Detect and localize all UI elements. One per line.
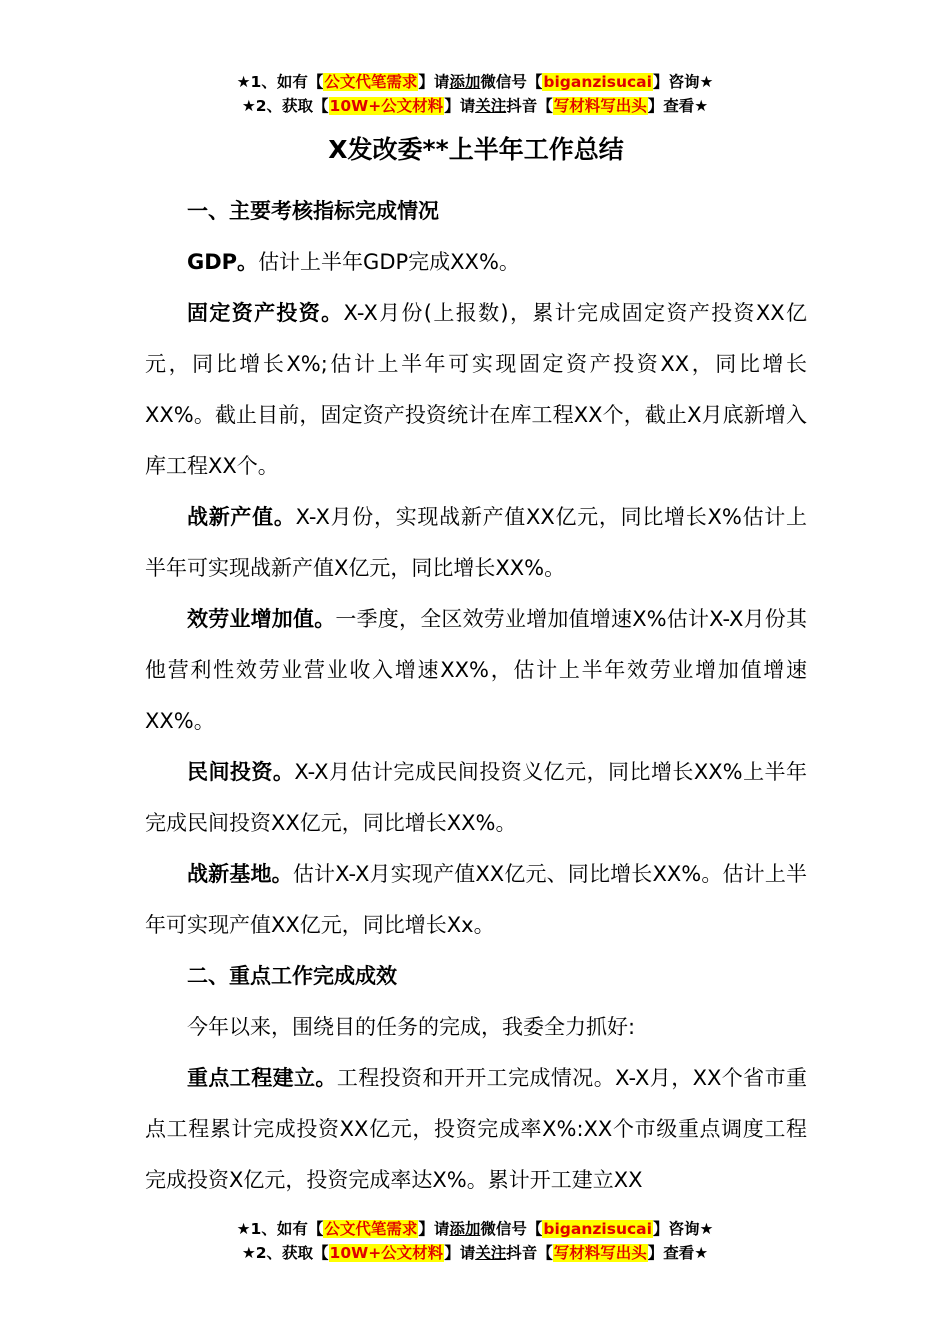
promo-text: 微信号【 <box>480 1220 543 1238</box>
paragraph-service-value-added <box>145 594 807 747</box>
promo-text: 微信号【 <box>480 73 543 91</box>
promo-text: ★2、获取【 <box>241 1244 329 1262</box>
paragraph-private-investment <box>145 747 807 849</box>
paragraph-text: X-X月份，实现战新产值XX亿元，同比增长X%估计上半年可实现战新产值X亿元，同比增长XX%。 <box>145 505 808 580</box>
promo-text: 】咨询★ <box>652 73 714 91</box>
promo-text: 】查看★ <box>647 97 709 115</box>
promo-highlight: 公文代笔需求 <box>324 73 418 91</box>
paragraph-text: 工程投资和开开工完成情况。X-X月，XX个省市重点工程累计完成投资XX亿元，投资完成率X%:XX个市级重点调度工程完成投资X亿元，投资完成率达X%。累计开工建立XX <box>145 1066 807 1192</box>
promo-text: 抖音【 <box>506 1244 553 1262</box>
paragraph-lead: 固定资产投资。 <box>187 301 344 325</box>
document-body <box>145 130 807 1206</box>
paragraph-gdp <box>145 237 807 288</box>
promo-highlight: 公文代笔需求 <box>324 1220 418 1238</box>
paragraph-strategic-output <box>145 492 807 594</box>
paragraph-text: 估计X-X月实现产值XX亿元、同比增长XX%。估计上半年可实现产值XX亿元，同比增长Xx。 <box>145 862 808 937</box>
section-heading-2: 二、重点工作完成成效 <box>187 964 397 988</box>
promo-text: 抖音【 <box>506 97 553 115</box>
promo-underline: 关注 <box>475 1244 507 1262</box>
promo-text: 】请 <box>444 97 476 115</box>
paragraph-lead: 战新基地。 <box>187 862 293 886</box>
promo-highlight: biganzisucai <box>543 1220 652 1238</box>
promo-text: ★1、如有【 <box>236 73 324 91</box>
top-promo-banner <box>0 70 950 118</box>
promo-text: 】请 <box>418 73 450 91</box>
paragraph-lead: 民间投资。 <box>187 760 295 784</box>
promo-text: 】查看★ <box>647 1244 709 1262</box>
promo-line-2 <box>0 1241 950 1265</box>
paragraph-strategic-base <box>145 849 807 951</box>
promo-highlight: 10W+公文材料 <box>329 1244 444 1262</box>
paragraph-lead: 效劳业增加值。 <box>187 607 336 631</box>
promo-underline: 关注 <box>475 97 507 115</box>
paragraph-text: X-X月估计完成民间投资义亿元，同比增长XX%上半年完成民间投资XX亿元，同比增长XX%。 <box>145 760 808 835</box>
paragraph-key-projects <box>145 1053 807 1206</box>
promo-text: ★1、如有【 <box>236 1220 324 1238</box>
promo-text: 】咨询★ <box>652 1220 714 1238</box>
paragraph-text: 今年以来，围绕目的任务的完成，我委全力抓好: <box>187 1015 636 1039</box>
paragraph-text: 估计上半年GDP完成XX%。 <box>258 250 520 274</box>
promo-text: 】请 <box>418 1220 450 1238</box>
paragraph-lead: GDP。 <box>187 250 259 274</box>
paragraph-text: X-X月份(上报数)，累计完成固定资产投资XX亿元，同比增长X%;估计上半年可实现固定资产投资XX，同比增长XX%。截止目前，固定资产投资统计在库工程XX个，截止X月底新增入库工程XX个。 <box>145 301 807 478</box>
promo-underline: 添加 <box>449 73 481 91</box>
bottom-promo-banner <box>0 1217 950 1265</box>
paragraph-intro <box>145 1002 807 1053</box>
promo-underline: 添加 <box>449 1220 481 1238</box>
section-heading-1: 一、主要考核指标完成情况 <box>187 199 439 223</box>
promo-text: 】请 <box>444 1244 476 1262</box>
paragraph-lead: 重点工程建立。 <box>187 1066 337 1090</box>
paragraph-lead: 战新产值。 <box>187 505 296 529</box>
promo-line-1 <box>0 70 950 94</box>
promo-highlight: 写材料写出头 <box>553 97 647 115</box>
promo-highlight: 10W+公文材料 <box>329 97 444 115</box>
promo-highlight: 写材料写出头 <box>553 1244 647 1262</box>
promo-highlight: biganzisucai <box>543 73 652 91</box>
promo-line-2 <box>0 94 950 118</box>
paragraph-fixed-asset-investment <box>145 288 807 492</box>
promo-line-1 <box>0 1217 950 1241</box>
paragraph-text: 一季度，全区效劳业增加值增速X%估计X-X月份其他营利性效劳业营业收入增速XX%，估计上半年效劳业增加值增速XX%。 <box>145 607 807 733</box>
promo-text: ★2、获取【 <box>241 97 329 115</box>
document-title: X发改委**上半年工作总结 <box>328 135 624 164</box>
